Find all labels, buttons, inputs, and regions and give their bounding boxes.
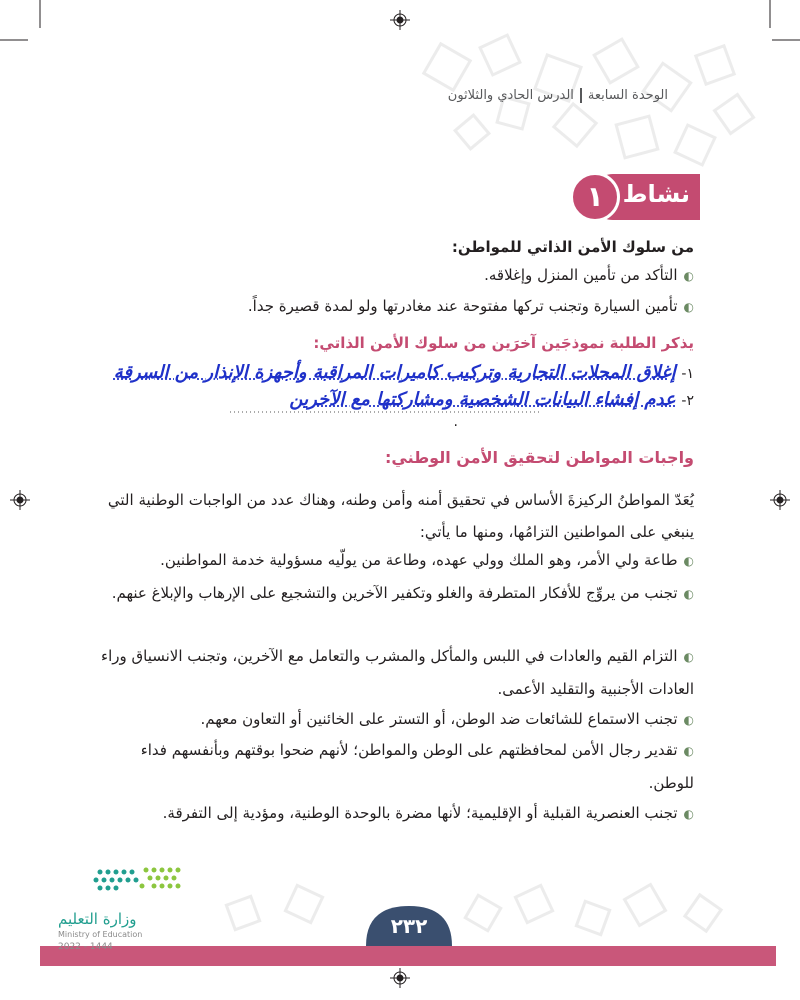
activity-number: ١ bbox=[570, 172, 620, 222]
activity-badge bbox=[570, 172, 700, 224]
page-header bbox=[448, 88, 668, 103]
duty-bullet: ◐ التزام القيم والعادات في اللبس والمأكل والمشرب والتعامل مع الآخرين، وتجنب الانسياق وراء العادات الأجنبية والتقليد الأعمى. bbox=[94, 640, 694, 705]
section1-bullet: ◐ تأمين السيارة وتجنب تركها مفتوحة عند مغادرتها ولو لمدة قصيرة جداً. bbox=[94, 297, 694, 315]
ministry-name-en: Ministry of Education bbox=[58, 930, 143, 939]
lesson-title: الدرس الحادي والثلاثون bbox=[447, 88, 574, 103]
answer-number: ٢- bbox=[681, 393, 694, 409]
answer-end: . bbox=[453, 414, 458, 430]
duty-bullet: ◐ تجنب الاستماع للشائعات ضد الوطن، أو التستر على الخائنين أو التعاون معهم. bbox=[94, 703, 694, 736]
section3-title: واجبات المواطن لتحقيق الأمن الوطني: bbox=[384, 448, 694, 467]
footer-bar bbox=[40, 946, 776, 966]
section1-bullet: ◐ التأكد من تأمين المنزل وإغلاقه. bbox=[94, 266, 694, 284]
section1-title: من سلوك الأمن الذاتي للمواطن: bbox=[451, 238, 694, 256]
duty-bullet: ◐ تجنب من يروِّج للأفكار المتطرفة والغلو وتكفير الآخرين والتشجيع على الإرهاب والإبلاغ عنهم. bbox=[94, 577, 694, 610]
registration-mark-top bbox=[390, 10, 410, 30]
answer-number: ١- bbox=[681, 366, 694, 382]
activity-label: نشاط bbox=[622, 180, 690, 208]
handwritten-answer: عدم إفشاء البيانات الشخصية ومشاركتها مع الآخرين bbox=[289, 389, 676, 410]
duty-bullet: ◐ طاعة ولي الأمر، وهو الملك وولي عهده، وطاعة من يولّيه مسؤولية خدمة المواطنين. bbox=[94, 544, 694, 577]
section3-intro: يُعَدّ المواطنُ الركيزةَ الأساس في تحقيق أمنه وأمن وطنه، وهناك عدد من الواجبات الوطنية التي ينبغي على المواطنين التزامُها، ومنها ما يأتي: bbox=[107, 491, 694, 541]
page-number: ٢٣٢ bbox=[390, 914, 428, 938]
edition-year: 2022 - 1444 bbox=[58, 942, 113, 952]
answer-line bbox=[94, 389, 694, 431]
unit-title: الوحدة السابعة bbox=[587, 88, 668, 103]
duty-bullet: ◐ تقدير رجال الأمن لمحافظتهم على الوطن والمواطن؛ لأنهم ضحوا بوقتهم وبأنفسهم فداء للوطن. bbox=[94, 734, 694, 799]
duty-bullet: ◐ تجنب العنصرية القبلية أو الإقليمية؛ لأنها مضرة بالوحدة الوطنية، ومؤدية إلى التفرقة. bbox=[94, 797, 694, 830]
ministry-name-ar: وزارة التعليم bbox=[58, 910, 137, 928]
section2-title: يذكر الطلبة نموذجَين آخرَين من سلوك الأمن الذاتي: bbox=[313, 334, 694, 352]
handwritten-answer: إغلاق المحلات التجارية وتركيب كاميرات المراقبة وأجهزة الإنذار من السرقة bbox=[113, 362, 676, 383]
header-separator bbox=[580, 88, 582, 103]
ministry-logo-icon bbox=[94, 868, 181, 891]
answer-line bbox=[94, 362, 694, 383]
